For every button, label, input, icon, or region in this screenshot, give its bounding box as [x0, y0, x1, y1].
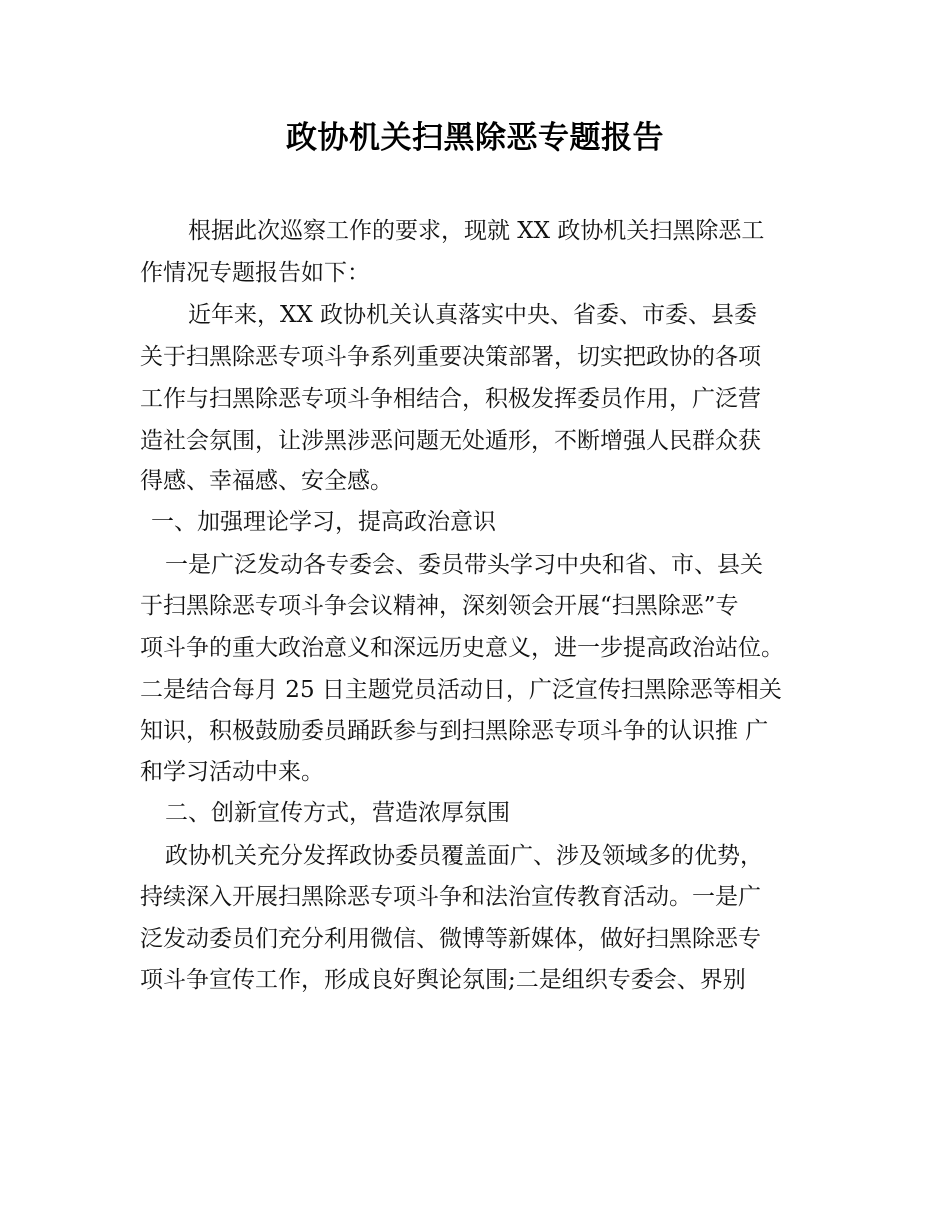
paragraph-line: 和学习活动中来。 [140, 759, 324, 785]
document-title: 政协机关扫黑除恶专题报告 [286, 120, 664, 156]
paragraph-line: 关于扫黑除恶专项斗争系列重要决策部署，切实把政协的各项 [140, 344, 761, 370]
paragraph-line: 得感、幸福感、安全感。 [140, 468, 393, 494]
paragraph-line: 作情况专题报告如下： [140, 260, 370, 286]
paragraph-line: 泛发动委员们充分利用微信、微博等新媒体，做好扫黑除恶专 [140, 926, 761, 952]
paragraph-line: 根据此次巡察工作的要求，现就 XX 政协机关扫黑除恶工 [188, 218, 765, 244]
paragraph-line: 近年来，XX 政协机关认真落实中央、省委、市委、县委 [188, 302, 758, 328]
paragraph-line: 二是结合每月 25 日主题党员活动日，广泛宣传扫黑除恶等相关 [140, 677, 782, 703]
section-heading: 一、加强理论学习，提高政治意识 [151, 509, 496, 535]
section-heading: 二、创新宣传方式，营造浓厚氛围 [165, 800, 510, 826]
paragraph-line: 一是广泛发动各专委会、委员带头学习中央和省、市、县关 [165, 552, 763, 578]
paragraph-line: 持续深入开展扫黑除恶专项斗争和法治宣传教育活动。一是广 [140, 884, 761, 910]
paragraph-line: 知识，积极鼓励委员踊跃参与到扫黑除恶专项斗争的认识推 广 [140, 718, 769, 744]
paragraph-line: 项斗争宣传工作，形成良好舆论氛围;二是组织专委会、界别 [140, 967, 746, 993]
paragraph-line: 工作与扫黑除恶专项斗争相结合，积极发挥委员作用，广泛营 [140, 386, 761, 412]
paragraph-line: 造社会氛围，让涉黑涉恶问题无处遁形，不断增强人民群众获 [140, 428, 761, 454]
paragraph-line: 项斗争的重大政治意义和深远历史意义，进一步提高政治站位。 [140, 635, 784, 661]
paragraph-line: 于扫黑除恶专项斗争会议精神，深刻领会开展“扫黑除恶”专 [140, 593, 739, 619]
paragraph-line: 政协机关充分发挥政协委员覆盖面广、涉及领域多的优势， [165, 843, 763, 869]
